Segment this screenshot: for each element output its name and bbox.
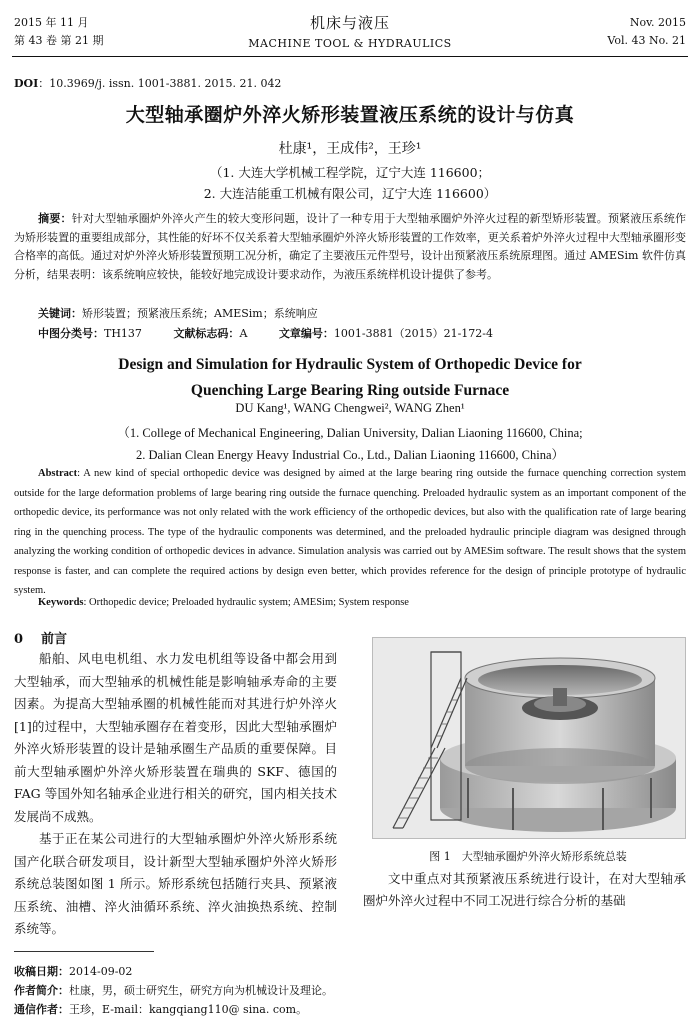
journal-title: [0, 12, 700, 50]
footnotes: [14, 962, 333, 1019]
footnote-received-text: 2014-09-02: [69, 965, 133, 978]
paper-title-en-line1: Design and Simulation for Hydraulic System of Orthopedic Device for: [118, 356, 582, 373]
abstract-cn: [14, 210, 686, 284]
section-title: 前言: [41, 632, 68, 647]
footnote-received-label: 收稿日期：: [14, 965, 69, 978]
footnote-corresponding-text[interactable]: 王珍，E-mail：kangqiang110@ sina. com。: [69, 1003, 308, 1016]
footnote-author: [14, 981, 333, 1000]
issue-date-en: Nov. 2015: [629, 16, 686, 29]
authors-en: DU Kang¹, WANG Chengwei², WANG Zhen¹: [235, 401, 465, 415]
abstract-cn-text: 针对大型轴承圈炉外淬火产生的较大变形问题，设计了一种专用于大型轴承圈炉外淬火过程的新型矫形装置。预紧液压系统作为矫形装置的重要组成部分，其性能的好坏不仅关系着大型轴承圈炉外淬火矫形装置的工作效率，更关系着炉外淬火过程中大型轴承圈形变合格率的高低。通过对炉外淬火矫形装置预期工况分析，确定了主要液压元件型号，设计出预紧液压系统原理图。通过 AMESim 软件仿真分析，结果表明：该系统响应较快，能较好地完成设计要求动作，为液压系统样机设计提供了参考。: [14, 212, 687, 281]
keywords-en: [38, 597, 409, 608]
classification-cn: [38, 325, 521, 341]
keywords-en-label: Keywords: [38, 597, 84, 608]
header-rule: [12, 56, 688, 57]
paragraph-2: 基于正在某公司进行的大型轴承圈炉外淬火矫形系统国产化联合研发项目，设计新型大型轴承圈炉外淬火矫形系统总装图如图 1 所示。矫形系统包括随行夹具、预紧液压系统、油槽、淬火油循环系统、淬火油换热系统、控制系统等。: [14, 831, 337, 936]
issue-date-cn: 2015 年 11 月: [14, 16, 89, 29]
paper-title-en: [0, 352, 700, 404]
paper-title-en-line2: Quenching Large Bearing Ring outside Furnace: [190, 382, 510, 399]
header-right: [607, 14, 686, 50]
article-no-label: 文章编号：: [278, 327, 334, 340]
affiliation-en-1: （1. College of Mechanical Engineering, Dalian University, Dalian Liaoning 116600, China;: [117, 426, 583, 440]
figure-1: [372, 637, 686, 839]
doc-code-value: A: [239, 327, 248, 340]
doc-code-label: 文献标志码：: [173, 327, 240, 340]
authors-cn: 杜康¹，王成伟²，王珍¹: [278, 141, 422, 157]
doi: [14, 75, 281, 91]
footnote-received: [14, 962, 333, 981]
affiliation-en-2: 2. Dalian Clean Energy Heavy Industrial Co., Ltd., Dalian Liaoning 116600, China）: [135, 448, 565, 462]
footnote-corresponding-label: 通信作者：: [14, 1003, 69, 1016]
paper-title-cn: 大型轴承圈炉外淬火矫形装置液压系统的设计与仿真: [125, 104, 575, 126]
volume-en: Vol. 43 No. 21: [607, 34, 686, 47]
affiliation-cn-1: （1. 大连大学机械工程学院，辽宁大连 116600；: [209, 165, 491, 180]
figure-1-drawing: [373, 638, 685, 838]
doi-value[interactable]: ：10.3969/j. issn. 1001-3881. 2015. 21. 042: [38, 77, 282, 90]
figure-1-caption: 图 1 大型轴承圈炉外淬火矫形系统总装: [429, 850, 627, 863]
body-left-column: [14, 648, 337, 941]
doi-label: DOI: [14, 77, 39, 90]
abstract-cn-label: 摘要：: [38, 212, 72, 225]
keywords-en-text: : Orthopedic device; Preloaded hydraulic system; AMESim; System response: [83, 597, 409, 608]
footnote-rule: [14, 951, 154, 952]
clc-value: TH137: [104, 327, 142, 340]
section-number: 0: [14, 632, 24, 647]
footnote-corresponding: [14, 1000, 333, 1019]
abstract-en: [14, 464, 686, 601]
paragraph-1: 船舶、风电电机组、水力发电机组等设备中都会用到大型轴承，而大型轴承的机械性能是影响轴承寿命的主要因素。为提高大型轴承圈的机械性能而对其进行炉外淬火[1]的过程中，大型轴承圈存在着变形，因此大型轴承圈炉外淬火矫形装置的设计是轴承圈生产品质的重要保障。目前大型轴承圈炉外淬火矫形装置在瑞典的 SKF、德国的 FAG 等国外知名轴承企业进行相关的研究，国内相关技术发展尚不成熟。: [14, 651, 337, 824]
abstract-en-text: : A new kind of special orthopedic device was designed by aimed at the large bearing ring outside the furnace quenching correction system outside for the large deformation problems of large bearing ring outside the furnace quenching. Preloaded hydraulic system as an important component of the orthopedic device, its performance was not only related with the work efficiency of the orthopedic devices, but also with the qualification rate of large bearing ring in the quenching process. The type of the hydraulic components was determined, and the preloaded hydraulic principle diagram was designed through analyzing the working condition of orthopedic devices in advance. Simulation analysis was carried out by AMESim software. The result shows that the system response is faster, and can complete the required actions by design even better, which provides reference for the design of principle prototype of hydraulic system.: [14, 468, 686, 596]
affiliation-cn-2: 2. 大连洁能重工机械有限公司，辽宁大连 116600）: [203, 186, 497, 201]
journal-name-cn: 机床与液压: [309, 14, 390, 32]
paragraph-3: 文中重点对其预紧液压系统进行设计，在对大型轴承圈炉外淬火过程中不同工况进行综合分析的基础: [363, 871, 686, 908]
article-no-value: 1001-3881（2015）21-172-4: [333, 327, 494, 340]
footnote-author-label: 作者简介：: [14, 984, 69, 997]
body-right-column: [363, 868, 686, 912]
section-heading: [14, 628, 67, 647]
keywords-cn-label: 关键词：: [38, 307, 82, 320]
keywords-cn: [38, 305, 318, 321]
abstract-en-label: Abstract: [38, 468, 78, 479]
footnote-author-text: 杜康，男，硕士研究生，研究方向为机械设计及理论。: [69, 984, 333, 997]
clc-label: 中图分类号：: [38, 327, 104, 340]
affiliations-cn: [0, 162, 700, 204]
journal-name-en: MACHINE TOOL & HYDRAULICS: [248, 37, 452, 50]
affiliations-en: [0, 422, 700, 466]
keywords-cn-text: 矫形装置；预紧液压系统；AMESim；系统响应: [82, 307, 318, 320]
volume-cn: 第 43 卷 第 21 期: [14, 34, 104, 47]
